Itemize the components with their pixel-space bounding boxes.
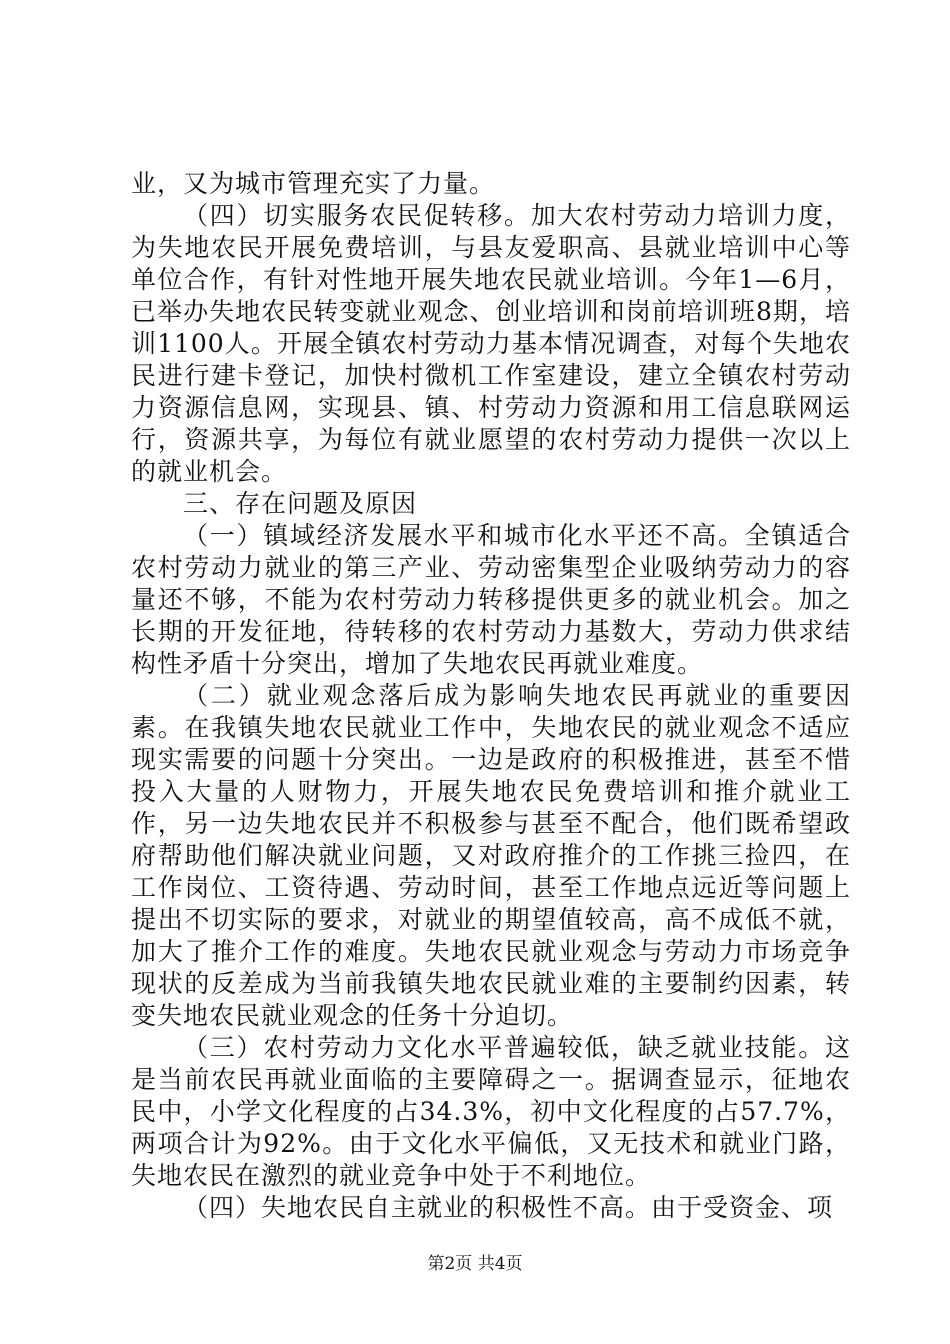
document-body (131, 168, 851, 1224)
section-heading: 三、存在问题及原因 (183, 489, 418, 518)
page-footer: 第2页 共4页 (427, 1254, 523, 1274)
paragraph-5: （二）就业观念落后成为影响失地农民再就业的重要因素。在我镇失地农民就业工作中，失地农民的就业观念不适应现实需要的问题十分突出。一边是政府的积极推进，甚至不惜投入大量的人财物力，开展失地农民免费培训和推介就业工作，另一边失地农民并不积极参与甚至不配合，他们既希望政府帮助他们解决就业问题，又对政府推介的工作挑三捡四，在工作岗位、工资待遇、劳动时间，甚至工作地点远近等问题上提出不切实际的要求，对就业的期望值较高，高不成低不就，加大了推介工作的难度。失地农民就业观念与劳动力市场竞争现状的反差成为当前我镇失地农民就业难的主要制约因素，转变失地农民就业观念的任务十分迫切。 (131, 681, 851, 1030)
paragraph-1: 业，又为城市管理充实了力量。 (131, 169, 496, 198)
paragraph-4: （一）镇域经济发展水平和城市化水平还不高。全镇适合农村劳动力就业的第三产业、劳动密集型企业吸纳劳动力的容量还不够，不能为农村劳动力转移提供更多的就业机会。加之长期的开发征地，待转移的农村劳动力基数大，劳动力供求结构性矛盾十分突出，增加了失地农民再就业难度。 (131, 521, 851, 678)
paragraph-7: （四）失地农民自主就业的积极性不高。由于受资金、项 (183, 1193, 834, 1222)
paragraph-2: （四）切实服务农民促转移。加大农村劳动力培训力度，为失地农民开展免费培训，与县友爱职高、县就业培训中心等单位合作，有针对性地开展失地农民就业培训。今年1—6月，已举办失地农民转变就业观念、创业培训和岗前培训班8期，培训1100人。开展全镇农村劳动力基本情况调查，对每个失地农民进行建卡登记，加快村微机工作室建设，建立全镇农村劳动力资源信息网，实现县、镇、村劳动力资源和用工信息联网运行，资源共享，为每位有就业愿望的农村劳动力提供一次以上的就业机会。 (131, 201, 851, 486)
paragraph-6: （三）农村劳动力文化水平普遍较低，缺乏就业技能。这是当前农民再就业面临的主要障碍之一。据调查显示，征地农民中，小学文化程度的占34.3%，初中文化程度的占57.7%，两项合计为92%。由于文化水平偏低，又无技术和就业门路，失地农民在激烈的就业竞争中处于不利地位。 (131, 1033, 851, 1190)
